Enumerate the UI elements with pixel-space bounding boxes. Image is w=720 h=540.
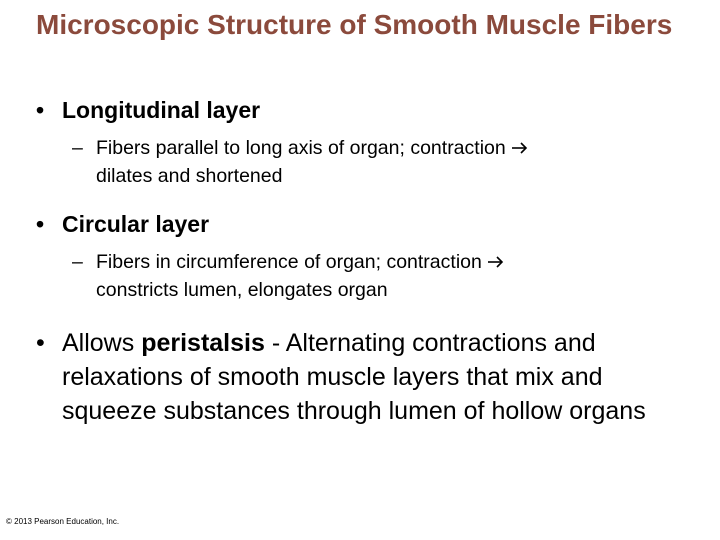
bullet-marker: • [36, 211, 45, 237]
slide-title: Microscopic Structure of Smooth Muscle Fibers [36, 9, 673, 40]
bullet-heading: Circular layer [62, 211, 210, 237]
copyright-notice: © 2013 Pearson Education, Inc. [6, 517, 120, 526]
sub-bullet-text-continued: constricts lumen, elongates organ [96, 279, 388, 301]
bullet-longitudinal-layer [36, 94, 686, 126]
peristalsis-term: peristalsis [141, 329, 265, 357]
sub-bullet-circular [36, 248, 686, 304]
bullet-marker: • [36, 329, 45, 357]
bullet-marker: • [36, 97, 45, 123]
sub-bullet-longitudinal [36, 134, 686, 190]
sub-bullet-text: Fibers in circumference of organ; contraction [96, 251, 482, 273]
peristalsis-prefix: Allows [62, 329, 142, 357]
sub-bullet-text: Fibers parallel to long axis of organ; contraction [96, 137, 506, 159]
right-arrow-icon [511, 141, 529, 155]
bullet-heading: Longitudinal layer [62, 97, 261, 123]
peristalsis-description: - Alternating contractions and relaxations of smooth muscle layers that mix and squeeze substances through lumen of hollow organs [62, 329, 646, 425]
bullet-circular-layer [36, 208, 686, 240]
right-arrow-icon [487, 255, 505, 269]
bullet-list [36, 94, 686, 428]
dash-marker: – [72, 251, 83, 273]
bullet-peristalsis [36, 326, 686, 428]
sub-bullet-text-continued: dilates and shortened [96, 165, 283, 187]
dash-marker: – [72, 137, 83, 159]
